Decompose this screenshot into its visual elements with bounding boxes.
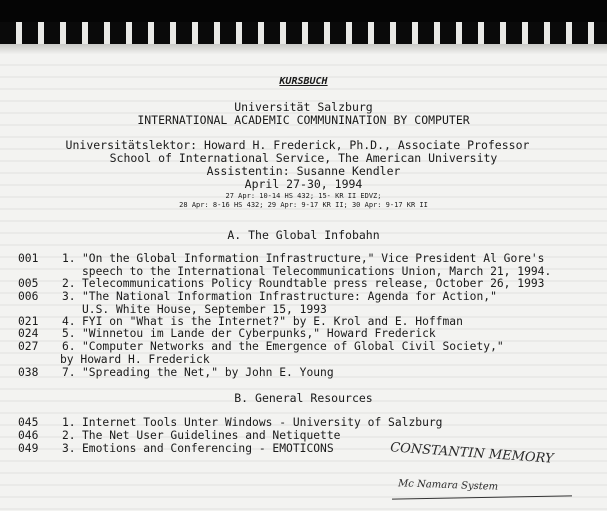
item-code: 038 (18, 366, 39, 379)
item-text-continued: speech to the International Telecommunications Union, March 21, 1994. (82, 265, 552, 278)
item-code: 027 (18, 340, 39, 353)
binding-top (0, 0, 607, 22)
item-number: 7. (62, 366, 76, 379)
item-text: "The National Information Infrastructure: Agenda for Action," (82, 290, 497, 303)
item-code: 049 (18, 442, 39, 455)
item-code: 001 (18, 252, 39, 265)
item-number: 6. (62, 340, 76, 353)
schedule-line-1: 27 Apr: 10-14 HS 432; 15- KR II EDVZ; (225, 192, 382, 200)
item-number: 2. (62, 429, 76, 442)
item-number: 3. (62, 442, 76, 455)
item-text-continued: by Howard H. Frederick (60, 353, 210, 366)
item-text: "Winnetou im Lande der Cyberpunks," Howard Frederick (82, 327, 436, 340)
item-text: "Computer Networks and the Emergence of Global Civil Society," (82, 340, 504, 353)
item-number: 1. (62, 252, 76, 265)
section-b-title: B. General Resources (234, 391, 373, 405)
conference-title: INTERNATIONAL ACADEMIC COMMUNINATION BY COMPUTER (137, 113, 470, 127)
item-text-continued: U.S. White House, September 15, 1993 (82, 303, 327, 316)
assistant-line: Assistentin: Susanne Kendler (206, 164, 401, 178)
item-text: "On the Global Information Infrastructure," Vice President Al Gore's (82, 252, 545, 265)
kursbuch-title: KURSBUCH (279, 76, 328, 87)
item-number: 5. (62, 327, 76, 340)
item-code: 005 (18, 277, 39, 290)
item-code: 006 (18, 290, 39, 303)
dates-line: April 27-30, 1994 (244, 177, 363, 191)
binding-lip (0, 44, 607, 54)
item-number: 2. (62, 277, 76, 290)
handwritten-note-2: Mc Namara System (397, 478, 499, 493)
item-text: "Spreading the Net," by John E. Young (82, 366, 334, 379)
item-number: 4. (62, 315, 76, 328)
item-text: Emotions and Conferencing - EMOTICONS (82, 442, 334, 455)
item-number: 3. (62, 290, 76, 303)
item-code: 046 (18, 429, 39, 442)
item-code: 045 (18, 416, 39, 429)
lecturer-line: Universitätslektor: Howard H. Frederick, Ph.D., Associate Professor (65, 138, 530, 152)
spiral-binding (0, 0, 607, 48)
item-text: Internet Tools Unter Windows - University of Salzburg (82, 416, 443, 429)
handwritten-note-1: CONSTANTIN MEMORY (389, 440, 554, 467)
section-a-title: A. The Global Infobahn (227, 228, 380, 242)
item-code: 021 (18, 315, 39, 328)
item-text: Telecommunications Policy Roundtable press release, October 26, 1993 (82, 277, 545, 290)
item-text: FYI on "What is the Internet?" by E. Krol and E. Hoffman (82, 315, 463, 328)
school-line: School of International Service, The American University (109, 151, 498, 165)
item-code: 024 (18, 327, 39, 340)
schedule-line-2: 28 Apr: 8-16 HS 432; 29 Apr: 9-17 KR II; 30 Apr: 9-17 KR II (179, 201, 428, 209)
item-text: The Net User Guidelines and Netiquette (82, 429, 341, 442)
university-name: Universität Salzburg (234, 100, 373, 114)
item-number: 1. (62, 416, 76, 429)
